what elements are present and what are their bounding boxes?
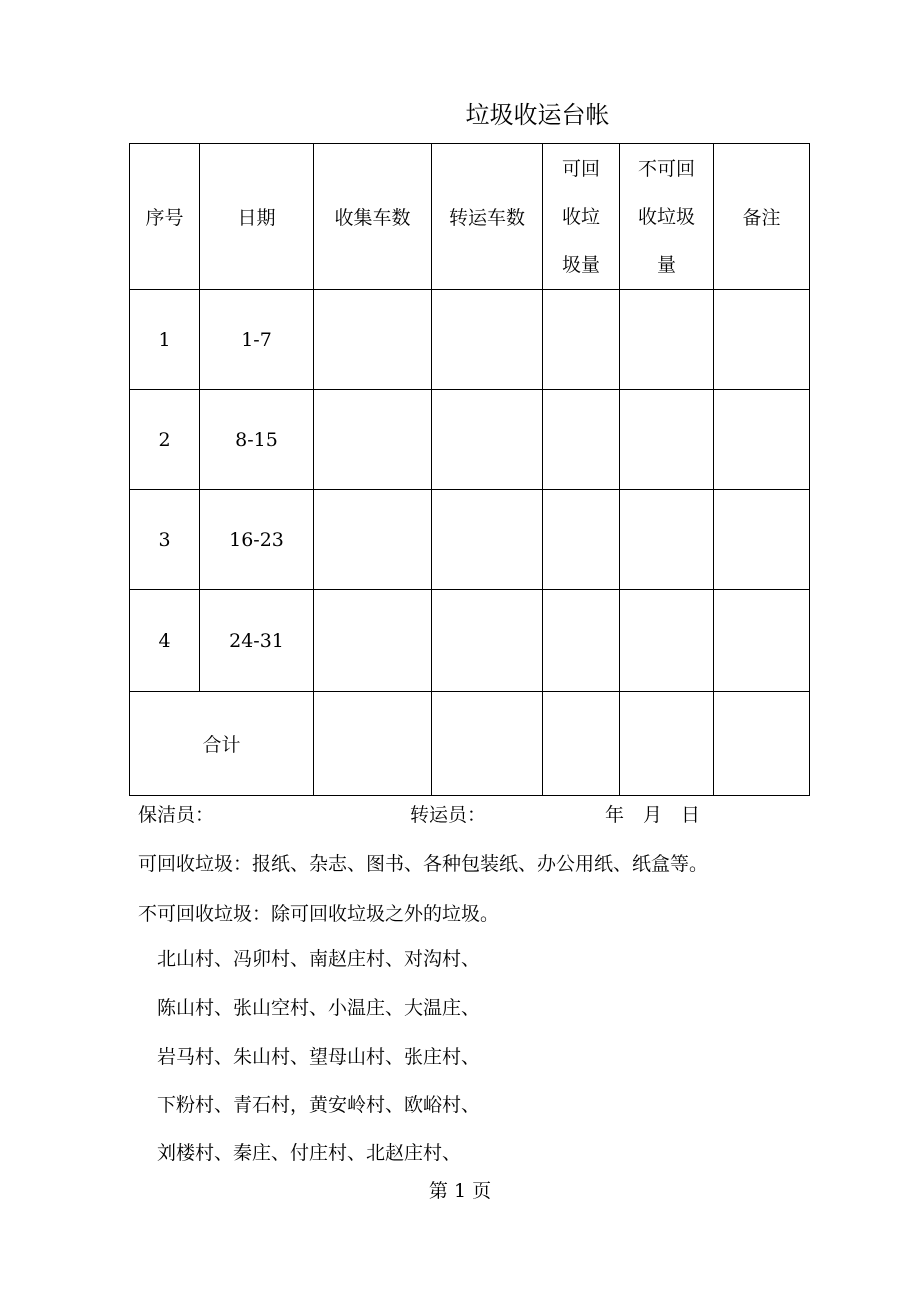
row-date: 8-15: [200, 390, 314, 490]
cell-empty: [314, 692, 432, 796]
cell-empty: [620, 590, 714, 692]
cell-empty: [543, 692, 620, 796]
cell-empty: [432, 590, 543, 692]
header-note: 备注: [714, 144, 810, 290]
table-row: [130, 390, 810, 490]
nonrecyclable-definition: 不可回收垃圾：除可回收垃圾之外的垃圾。: [138, 903, 500, 925]
row-date: 24-31: [200, 590, 314, 692]
transporter-signature-label: 转运员：: [410, 804, 487, 826]
recyclable-definition: 可回收垃圾：报纸、杂志、图书、各种包装纸、办公用纸、纸盒等。: [138, 853, 709, 875]
cell-empty: [620, 390, 714, 490]
cell-empty: [314, 590, 432, 692]
row-serial: 1: [130, 290, 200, 390]
cleaner-signature-label: 保洁员：: [138, 804, 215, 826]
date-label: 年 月 日: [605, 804, 701, 826]
header-serial: 序号: [130, 144, 200, 290]
row-serial: 2: [130, 390, 200, 490]
cell-empty: [432, 692, 543, 796]
cell-empty: [714, 590, 810, 692]
cell-empty: [314, 490, 432, 590]
cell-empty: [543, 490, 620, 590]
cell-empty: [543, 390, 620, 490]
table-header-row: [130, 144, 810, 290]
village-line: 岩马村、朱山村、望母山村、张庄村、: [157, 1046, 481, 1068]
cell-empty: [714, 390, 810, 490]
cell-empty: [714, 692, 810, 796]
village-line: 陈山村、张山空村、小温庄、大温庄、: [157, 997, 481, 1019]
row-serial: 4: [130, 590, 200, 692]
cell-empty: [714, 490, 810, 590]
village-line: 下粉村、青石村，黄安岭村、欧峪村、: [157, 1094, 481, 1116]
page-title: 垃圾收运台帐: [465, 101, 610, 129]
page-number: 第 1 页: [428, 1180, 492, 1202]
total-label: 合计: [130, 692, 314, 796]
cell-empty: [543, 590, 620, 692]
cell-empty: [314, 290, 432, 390]
garbage-ledger-table: [129, 143, 810, 796]
cell-empty: [714, 290, 810, 390]
header-nonrecyclable-amount: 不可回 收垃圾 量: [620, 144, 714, 290]
cell-empty: [432, 290, 543, 390]
cell-empty: [620, 490, 714, 590]
cell-empty: [314, 390, 432, 490]
header-recyclable-amount: 可回 收垃 圾量: [543, 144, 620, 290]
village-line: 北山村、冯卯村、南赵庄村、对沟村、: [157, 948, 481, 970]
header-collection-trucks: 收集车数: [314, 144, 432, 290]
header-date: 日期: [200, 144, 314, 290]
cell-empty: [620, 290, 714, 390]
cell-empty: [432, 490, 543, 590]
table-row: [130, 290, 810, 390]
header-transfer-trucks: 转运车数: [432, 144, 543, 290]
table-row: [130, 590, 810, 692]
row-date: 16-23: [200, 490, 314, 590]
table-row: [130, 490, 810, 590]
row-date: 1-7: [200, 290, 314, 390]
village-line: 刘楼村、秦庄、付庄村、北赵庄村、: [157, 1142, 462, 1164]
row-serial: 3: [130, 490, 200, 590]
table-total-row: [130, 692, 810, 796]
cell-empty: [432, 390, 543, 490]
cell-empty: [543, 290, 620, 390]
cell-empty: [620, 692, 714, 796]
